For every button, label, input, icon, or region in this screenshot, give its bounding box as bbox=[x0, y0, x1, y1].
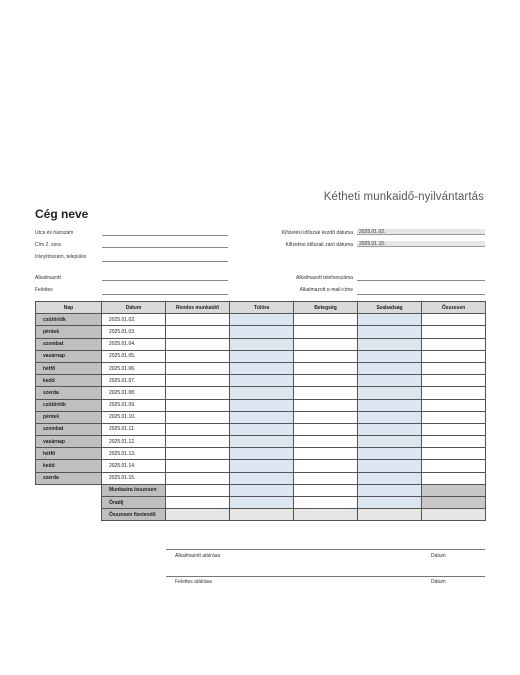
day-cell: kedd bbox=[36, 375, 102, 387]
overtime-cell[interactable] bbox=[230, 472, 294, 484]
manager-signature-line[interactable] bbox=[166, 576, 485, 577]
period-end-label: Kifizetési időszak záró dátuma bbox=[285, 242, 353, 248]
vacation-cell[interactable] bbox=[358, 399, 422, 411]
regular-hours-cell[interactable] bbox=[166, 326, 230, 338]
total-cell[interactable] bbox=[422, 387, 486, 399]
overtime-cell[interactable] bbox=[230, 387, 294, 399]
header-total: Összesen bbox=[422, 302, 486, 314]
summary-value-cell[interactable] bbox=[294, 484, 358, 496]
overtime-cell[interactable] bbox=[230, 326, 294, 338]
vacation-cell[interactable] bbox=[358, 326, 422, 338]
total-cell[interactable] bbox=[422, 338, 486, 350]
total-cell[interactable] bbox=[422, 460, 486, 472]
sick-cell[interactable] bbox=[294, 423, 358, 435]
table-row bbox=[36, 436, 486, 448]
summary-value-cell[interactable] bbox=[358, 509, 422, 521]
regular-hours-cell[interactable] bbox=[166, 472, 230, 484]
summary-total-pay-row bbox=[36, 509, 486, 521]
address2-input[interactable] bbox=[102, 247, 228, 248]
sick-cell[interactable] bbox=[294, 326, 358, 338]
period-start-field[interactable]: 2025.01.02. bbox=[357, 229, 485, 235]
total-cell[interactable] bbox=[422, 472, 486, 484]
day-cell: csütörtök bbox=[36, 399, 102, 411]
day-cell: szerda bbox=[36, 472, 102, 484]
employee-phone-input[interactable] bbox=[357, 280, 485, 281]
date-cell: 2025.01.10. bbox=[102, 411, 166, 423]
regular-hours-cell[interactable] bbox=[166, 448, 230, 460]
regular-hours-cell[interactable] bbox=[166, 362, 230, 374]
summary-total-hours-row bbox=[36, 484, 486, 496]
total-cell[interactable] bbox=[422, 314, 486, 326]
vacation-cell[interactable] bbox=[358, 338, 422, 350]
table-row bbox=[36, 399, 486, 411]
summary-value-cell[interactable] bbox=[166, 497, 230, 509]
total-cell[interactable] bbox=[422, 436, 486, 448]
date-cell: 2025.01.14. bbox=[102, 460, 166, 472]
document-title: Kétheti munkaidő-nyilvántartás bbox=[323, 191, 484, 203]
vacation-cell[interactable] bbox=[358, 411, 422, 423]
company-name: Cég neve bbox=[35, 207, 89, 221]
street-input[interactable] bbox=[102, 235, 228, 236]
table-row bbox=[36, 387, 486, 399]
date-cell: 2025.01.06. bbox=[102, 362, 166, 374]
summary-value-cell[interactable] bbox=[294, 497, 358, 509]
day-cell: szombat bbox=[36, 423, 102, 435]
day-cell: hétfő bbox=[36, 448, 102, 460]
overtime-cell[interactable] bbox=[230, 375, 294, 387]
regular-hours-cell[interactable] bbox=[166, 399, 230, 411]
total-cell[interactable] bbox=[422, 448, 486, 460]
overtime-cell[interactable] bbox=[230, 448, 294, 460]
total-cell[interactable] bbox=[422, 411, 486, 423]
empty-cell bbox=[36, 497, 102, 509]
employee-email-input[interactable] bbox=[357, 294, 485, 295]
empty-cell bbox=[36, 484, 102, 496]
vacation-cell[interactable] bbox=[358, 350, 422, 362]
date-cell: 2025.01.04. bbox=[102, 338, 166, 350]
table-row bbox=[36, 460, 486, 472]
summary-label: Összesen fizetendő bbox=[102, 509, 166, 521]
sick-cell[interactable] bbox=[294, 448, 358, 460]
table-row bbox=[36, 423, 486, 435]
manager-signature-date-label: Dátum bbox=[431, 579, 446, 585]
sick-cell[interactable] bbox=[294, 362, 358, 374]
employee-signature-date-label: Dátum bbox=[431, 553, 446, 559]
header-sick: Betegség bbox=[294, 302, 358, 314]
overtime-cell[interactable] bbox=[230, 338, 294, 350]
sick-cell[interactable] bbox=[294, 314, 358, 326]
overtime-cell[interactable] bbox=[230, 436, 294, 448]
address2-label: Cím 2. sora bbox=[35, 242, 61, 248]
day-cell: péntek bbox=[36, 326, 102, 338]
table-row bbox=[36, 326, 486, 338]
date-cell: 2025.01.11. bbox=[102, 423, 166, 435]
table-row bbox=[36, 448, 486, 460]
sick-cell[interactable] bbox=[294, 411, 358, 423]
vacation-cell[interactable] bbox=[358, 423, 422, 435]
summary-value-cell[interactable] bbox=[166, 509, 230, 521]
employee-signature-line[interactable] bbox=[166, 549, 485, 550]
employee-label: Alkalmazott bbox=[35, 275, 61, 281]
day-cell: vasárnap bbox=[36, 436, 102, 448]
total-cell[interactable] bbox=[422, 375, 486, 387]
summary-value-cell[interactable] bbox=[166, 484, 230, 496]
day-cell: péntek bbox=[36, 411, 102, 423]
manager-label: Felettes bbox=[35, 287, 53, 293]
summary-value-cell[interactable] bbox=[422, 497, 486, 509]
vacation-cell[interactable] bbox=[358, 314, 422, 326]
sick-cell[interactable] bbox=[294, 350, 358, 362]
regular-hours-cell[interactable] bbox=[166, 375, 230, 387]
regular-hours-cell[interactable] bbox=[166, 387, 230, 399]
regular-hours-cell[interactable] bbox=[166, 314, 230, 326]
table-row bbox=[36, 350, 486, 362]
employee-signature-label: Alkalmazott aláírása bbox=[175, 553, 221, 559]
employee-email-label: Alkalmazott e-mail-címe bbox=[299, 287, 353, 293]
regular-hours-cell[interactable] bbox=[166, 423, 230, 435]
vacation-cell[interactable] bbox=[358, 375, 422, 387]
summary-value-cell[interactable] bbox=[422, 484, 486, 496]
summary-label: Óradíj bbox=[102, 497, 166, 509]
street-label: Utca és házszám bbox=[35, 230, 74, 236]
day-cell: szombat bbox=[36, 338, 102, 350]
period-start-label: Kifizetési időszak kezdő dátuma bbox=[281, 230, 353, 236]
vacation-cell[interactable] bbox=[358, 448, 422, 460]
overtime-cell[interactable] bbox=[230, 362, 294, 374]
table-header-row bbox=[36, 302, 486, 314]
header-overtime: Túlóra bbox=[230, 302, 294, 314]
table-row bbox=[36, 338, 486, 350]
regular-hours-cell[interactable] bbox=[166, 350, 230, 362]
overtime-cell[interactable] bbox=[230, 460, 294, 472]
table-row bbox=[36, 411, 486, 423]
timesheet-table bbox=[35, 301, 486, 521]
empty-cell bbox=[36, 509, 102, 521]
regular-hours-cell[interactable] bbox=[166, 411, 230, 423]
date-cell: 2025.01.08. bbox=[102, 387, 166, 399]
day-cell: kedd bbox=[36, 460, 102, 472]
date-cell: 2025.01.13. bbox=[102, 448, 166, 460]
sick-cell[interactable] bbox=[294, 399, 358, 411]
total-cell[interactable] bbox=[422, 399, 486, 411]
summary-value-cell[interactable] bbox=[422, 509, 486, 521]
total-cell[interactable] bbox=[422, 350, 486, 362]
date-cell: 2025.01.09. bbox=[102, 399, 166, 411]
city-input[interactable] bbox=[102, 261, 228, 262]
vacation-cell[interactable] bbox=[358, 460, 422, 472]
vacation-cell[interactable] bbox=[358, 472, 422, 484]
overtime-cell[interactable] bbox=[230, 314, 294, 326]
manager-signature-label: Felettes aláírása bbox=[175, 579, 212, 585]
day-cell: csütörtök bbox=[36, 314, 102, 326]
overtime-cell[interactable] bbox=[230, 411, 294, 423]
regular-hours-cell[interactable] bbox=[166, 338, 230, 350]
total-cell[interactable] bbox=[422, 423, 486, 435]
header-vacation: Szabadság bbox=[358, 302, 422, 314]
table-row bbox=[36, 472, 486, 484]
table-row bbox=[36, 375, 486, 387]
summary-label: Munkaóra összesen bbox=[102, 484, 166, 496]
employee-input[interactable] bbox=[102, 280, 228, 281]
header-regular: Rendes munkaidő bbox=[166, 302, 230, 314]
overtime-cell[interactable] bbox=[230, 350, 294, 362]
summary-value-cell[interactable] bbox=[230, 509, 294, 521]
date-cell: 2025.01.02. bbox=[102, 314, 166, 326]
date-cell: 2025.01.15. bbox=[102, 472, 166, 484]
period-end-field[interactable]: 2025.01.15. bbox=[357, 241, 485, 247]
date-cell: 2025.01.07. bbox=[102, 375, 166, 387]
summary-value-cell[interactable] bbox=[294, 509, 358, 521]
regular-hours-cell[interactable] bbox=[166, 460, 230, 472]
day-cell: szerda bbox=[36, 387, 102, 399]
overtime-cell[interactable] bbox=[230, 399, 294, 411]
header-day: Nap bbox=[36, 302, 102, 314]
sick-cell[interactable] bbox=[294, 472, 358, 484]
sick-cell[interactable] bbox=[294, 338, 358, 350]
sick-cell[interactable] bbox=[294, 375, 358, 387]
regular-hours-cell[interactable] bbox=[166, 436, 230, 448]
vacation-cell[interactable] bbox=[358, 436, 422, 448]
summary-value-cell[interactable] bbox=[358, 497, 422, 509]
summary-hourly-rate-row bbox=[36, 497, 486, 509]
sick-cell[interactable] bbox=[294, 460, 358, 472]
day-cell: vasárnap bbox=[36, 350, 102, 362]
manager-input[interactable] bbox=[102, 294, 228, 295]
summary-value-cell[interactable] bbox=[230, 484, 294, 496]
sick-cell[interactable] bbox=[294, 436, 358, 448]
vacation-cell[interactable] bbox=[358, 387, 422, 399]
date-cell: 2025.01.05. bbox=[102, 350, 166, 362]
employee-phone-label: Alkalmazott telefonszáma bbox=[296, 275, 353, 281]
table-row bbox=[36, 314, 486, 326]
sick-cell[interactable] bbox=[294, 387, 358, 399]
overtime-cell[interactable] bbox=[230, 423, 294, 435]
total-cell[interactable] bbox=[422, 362, 486, 374]
city-label: Irányítószám, település bbox=[35, 254, 87, 260]
summary-value-cell[interactable] bbox=[358, 484, 422, 496]
total-cell[interactable] bbox=[422, 326, 486, 338]
table-row bbox=[36, 362, 486, 374]
summary-value-cell[interactable] bbox=[230, 497, 294, 509]
date-cell: 2025.01.12. bbox=[102, 436, 166, 448]
header-date: Dátum bbox=[102, 302, 166, 314]
vacation-cell[interactable] bbox=[358, 362, 422, 374]
day-cell: hétfő bbox=[36, 362, 102, 374]
date-cell: 2025.01.03. bbox=[102, 326, 166, 338]
